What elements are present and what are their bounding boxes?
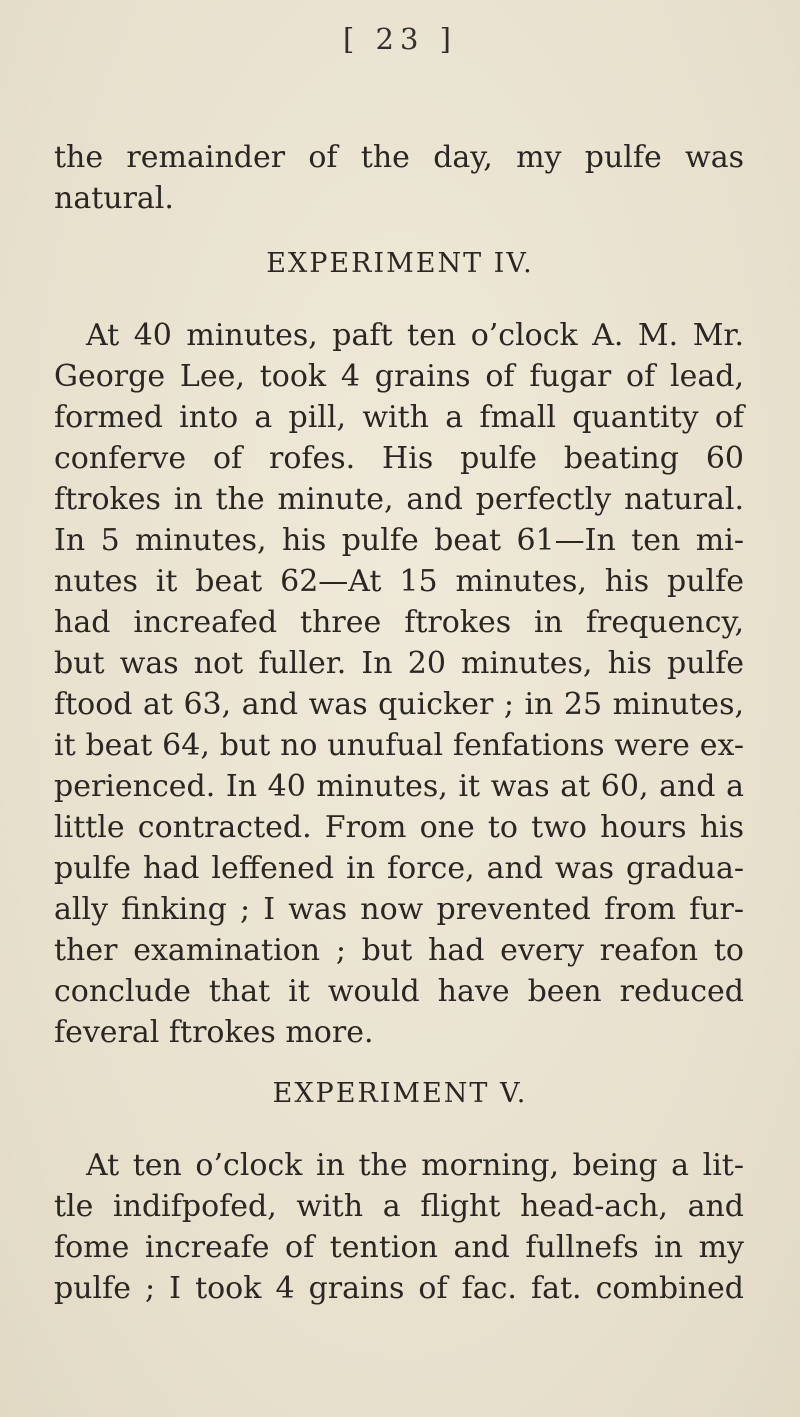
paragraph-continuation	[54, 137, 744, 219]
paragraph-experiment-iv	[54, 315, 744, 1053]
text-line: nutes it beat 62—At 15 minutes, his pulfe	[54, 564, 744, 599]
text-line: ftrokes in the minute, and perfectly natural.	[54, 482, 744, 517]
text-line: ally finking ; I was now prevented from fur-	[54, 892, 744, 927]
text-line: tle indifpofed, with a flight head-ach, and	[54, 1189, 744, 1224]
text-line: but was not fuller. In 20 minutes, his pulfe	[54, 646, 744, 681]
page-number: [ 23 ]	[343, 22, 457, 56]
text-line: At 40 minutes, paft ten o’clock A. M. Mr.	[86, 318, 744, 353]
text-line: conclude that it would have been reduced	[54, 974, 744, 1009]
text-line: had increafed three ftrokes in frequency,	[54, 605, 744, 640]
text-line: fome increafe of tention and fullnefs in my	[54, 1230, 744, 1265]
text-line: conferve of rofes. His pulfe beating 60	[54, 441, 744, 476]
text-line: At ten o’clock in the morning, being a lit-	[86, 1148, 744, 1183]
text-line: pulfe ; I took 4 grains of fac. fat. combined	[54, 1271, 744, 1306]
text-line: formed into a pill, with a fmall quantity of	[54, 400, 744, 435]
section-heading: EXPERIMENT V.	[272, 1078, 528, 1109]
text-line: perienced. In 40 minutes, it was at 60, and a	[54, 769, 744, 804]
text-line: ftood at 63, and was quicker ; in 25 minutes,	[54, 687, 744, 722]
text-line: feveral ftrokes more.	[54, 1015, 374, 1050]
text-line: In 5 minutes, his pulfe beat 61—In ten mi-	[54, 523, 744, 558]
text-line: George Lee, took 4 grains of fugar of lead,	[54, 359, 744, 394]
text-line: ther examination ; but had every reafon to	[54, 933, 744, 968]
paragraph-experiment-v	[54, 1145, 744, 1309]
section-heading: EXPERIMENT IV.	[266, 248, 534, 279]
text-line: the remainder of the day, my pulfe was	[54, 140, 744, 175]
text-line: little contracted. From one to two hours his	[54, 810, 744, 845]
text-line: pulfe had leffened in force, and was gradua-	[54, 851, 744, 886]
text-line: it beat 64, but no unufual fenfations were ex-	[54, 728, 744, 763]
text-line: natural.	[54, 181, 174, 216]
